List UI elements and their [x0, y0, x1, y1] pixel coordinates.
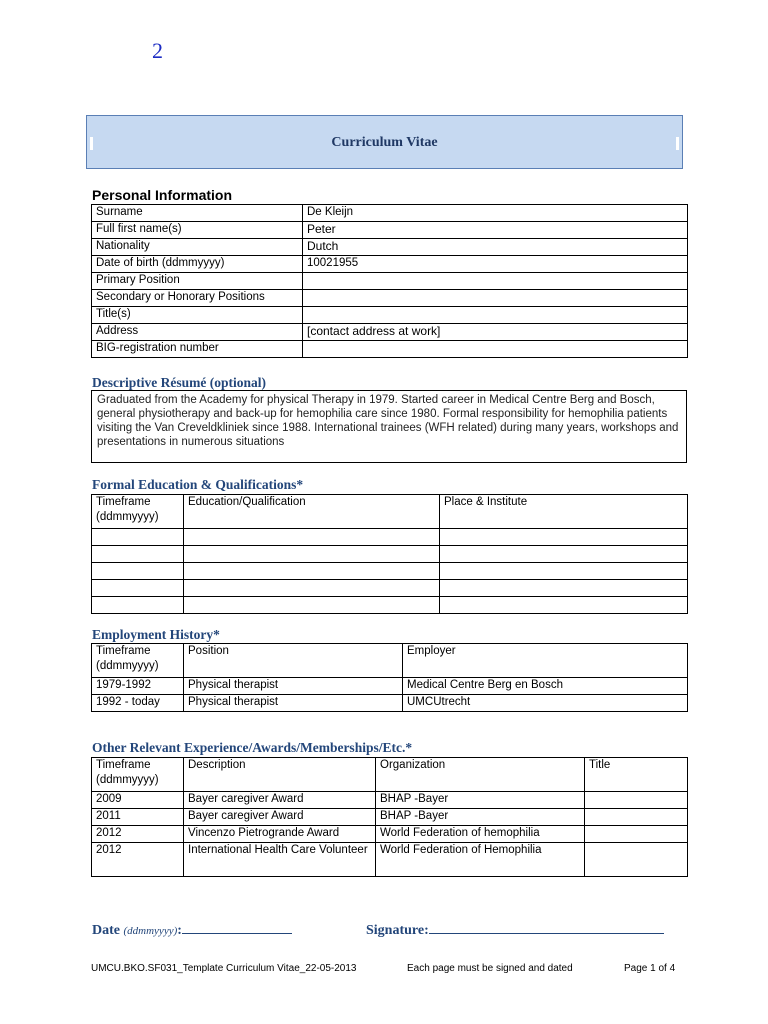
date-colon: : [177, 923, 182, 938]
personal-information-table [91, 204, 688, 358]
table-cell: Physical therapist [184, 678, 403, 695]
table-cell [440, 580, 688, 597]
table-row [92, 843, 688, 877]
table-cell [585, 792, 688, 809]
education-heading: Formal Education & Qualifications* [92, 477, 304, 492]
field-label: Secondary or Honorary Positions [92, 290, 303, 307]
table-row [92, 324, 688, 341]
personal-information-heading: Personal Information [92, 187, 233, 203]
date-field[interactable] [182, 922, 292, 934]
field-value: Dutch [303, 239, 688, 256]
column-header: Timeframe (ddmmyyyy) [92, 758, 184, 792]
table-row [92, 290, 688, 307]
table-cell: World Federation of Hemophilia [376, 843, 585, 877]
table-cell [92, 563, 184, 580]
table-cell [92, 597, 184, 614]
table-cell: International Health Care Volunteer [184, 843, 376, 877]
footer-note: Each page must be signed and dated [407, 963, 573, 974]
table-cell [184, 580, 440, 597]
footer-page-indicator: Page 1 of 4 [624, 963, 676, 974]
table-cell: World Federation of hemophilia [376, 826, 585, 843]
field-value: Peter [303, 222, 688, 239]
field-label: Full first name(s) [92, 222, 303, 239]
table-cell [440, 546, 688, 563]
field-label: Primary Position [92, 273, 303, 290]
table-row [92, 792, 688, 809]
column-header: Employer [403, 644, 688, 678]
signature-field[interactable] [429, 922, 664, 934]
table-header-row [92, 758, 688, 792]
table-cell [440, 563, 688, 580]
employment-heading: Employment History* [92, 627, 220, 642]
table-row [92, 529, 688, 546]
table-row [92, 341, 688, 358]
table-row [92, 695, 688, 712]
table-cell [440, 529, 688, 546]
resume-heading: Descriptive Résumé (optional) [92, 375, 266, 390]
date-format-hint: (ddmmyyyy) [123, 925, 178, 937]
table-cell [585, 809, 688, 826]
table-header-row [92, 644, 688, 678]
field-label: BIG-registration number [92, 341, 303, 358]
date-label: Date [92, 923, 120, 938]
table-cell: Bayer caregiver Award [184, 809, 376, 826]
table-row [92, 222, 688, 239]
field-value: [contact address at work] [303, 324, 688, 341]
table-cell [585, 826, 688, 843]
field-value [303, 307, 688, 324]
employment-table [91, 643, 688, 712]
table-row [92, 809, 688, 826]
table-row [92, 678, 688, 695]
experience-heading: Other Relevant Experience/Awards/Memberships/Etc.* [92, 740, 413, 755]
table-cell: Medical Centre Berg en Bosch [403, 678, 688, 695]
table-row [92, 563, 688, 580]
table-cell [585, 843, 688, 877]
table-cell: BHAP -Bayer [376, 809, 585, 826]
field-label: Date of birth (ddmmyyyy) [92, 256, 303, 273]
table-cell [92, 546, 184, 563]
table-cell: Physical therapist [184, 695, 403, 712]
field-value [303, 290, 688, 307]
page-number: 2 [152, 38, 163, 63]
field-label: Nationality [92, 239, 303, 256]
table-row [92, 826, 688, 843]
table-row [92, 239, 688, 256]
table-cell [184, 546, 440, 563]
table-row [92, 580, 688, 597]
table-row [92, 273, 688, 290]
column-header: Place & Institute [440, 495, 688, 529]
column-header: Description [184, 758, 376, 792]
field-label: Address [92, 324, 303, 341]
banner-right-mark [676, 137, 679, 150]
table-cell [92, 529, 184, 546]
column-header: Title [585, 758, 688, 792]
table-cell [92, 580, 184, 597]
table-cell: 2012 [92, 826, 184, 843]
table-row [92, 597, 688, 614]
footer-document-id: UMCU.BKO.SF031_Template Curriculum Vitae_22-05-2013 [91, 963, 357, 974]
table-cell: UMCUtrecht [403, 695, 688, 712]
field-value: 10021955 [303, 256, 688, 273]
table-cell: 2011 [92, 809, 184, 826]
field-label: Title(s) [92, 307, 303, 324]
table-cell: 2012 [92, 843, 184, 877]
document-title: Curriculum Vitae [331, 135, 438, 150]
table-row [92, 256, 688, 273]
table-row [92, 546, 688, 563]
table-cell [184, 563, 440, 580]
table-cell: Vincenzo Pietrogrande Award [184, 826, 376, 843]
field-label: Surname [92, 205, 303, 222]
education-table [91, 494, 688, 614]
signature-label: Signature: [366, 923, 429, 938]
table-row [92, 205, 688, 222]
table-cell: 1979-1992 [92, 678, 184, 695]
column-header: Timeframe (ddmmyyyy) [92, 644, 184, 678]
signature-line [366, 922, 664, 939]
resume-text: Graduated from the Academy for physical Therapy in 1979. Started career in Medical Centre Berg and Bosch, general physiotherapy and back-up for hemophilia care since 1980. Formal responsibility for hemophilia patients visiting the Van Creveldkliniek since 1988. International trainees (WFH related) during many years, workshops and presentations in numerous situations [91, 390, 687, 463]
field-value [303, 273, 688, 290]
table-cell: 2009 [92, 792, 184, 809]
table-cell: Bayer caregiver Award [184, 792, 376, 809]
column-header: Education/Qualification [184, 495, 440, 529]
table-cell [184, 597, 440, 614]
table-cell: 1992 - today [92, 695, 184, 712]
column-header: Position [184, 644, 403, 678]
table-cell [184, 529, 440, 546]
field-value: De Kleijn [303, 205, 688, 222]
table-header-row [92, 495, 688, 529]
table-cell: BHAP -Bayer [376, 792, 585, 809]
table-cell [440, 597, 688, 614]
field-value [303, 341, 688, 358]
column-header: Timeframe (ddmmyyyy) [92, 495, 184, 529]
title-banner [86, 115, 683, 169]
column-header: Organization [376, 758, 585, 792]
experience-table [91, 757, 688, 877]
date-line [92, 922, 292, 939]
table-row [92, 307, 688, 324]
